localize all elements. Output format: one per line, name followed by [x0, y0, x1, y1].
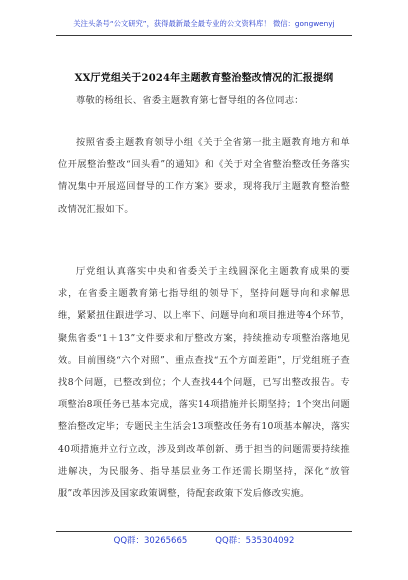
footer-qq-group-2: QQ群：535304092	[215, 536, 295, 546]
salutation: 尊敬的杨组长、省委主题教育第七督导组的各位同志：	[76, 95, 304, 106]
paragraph-2: 厅党组认真落实中央和省委关于主线圆深化主题教育成果的要求，在省委主题教育第七指导组的领导下，坚持问题导向和求解思维，紧紧扭住跟进学习、以上率下、问题导向和项目推进等4个环节，聚焦省委“1＋13”文件要求和厅整改方案，持续推动专项整治落地见效。目前围绕“六个对照”、重点查找“五个方面差距”，厅党组班子查找8个问题，已整改到位；个人查找44个问题，已写出整改报告。专项整治8项任务已基本完成，落实14项措施并长期坚持；1个突出问题整治整改定毕；专题民主生活会13项整改任务有10项基本解决，落实40项措施并立行立改，涉及到改革创新、勇于担当的问题需要持续推进解决，为民服务、指导基层业务工作还需长期坚持，深化“放管服”改革因涉及国家政策调整，待配套政策下发后修改实施。	[58, 266, 350, 500]
header-divider	[56, 35, 352, 36]
header-banner: 关注头条号“公文研究”，获得最新最全最专业的公文资料库！ 微信：gongwenyj	[73, 19, 335, 28]
footer	[0, 534, 408, 546]
document-title: XX厅党组关于2024年主题教育整治整改情况的汇报提纲	[74, 73, 334, 84]
paragraph-1: 按照省委主题教育领导小组《关于全省第一批主题教育地方和单位开展整治整改“回头看”的通知》和《关于对全省整治整改任务落实情况集中开展巡回督导的工作方案》要求，现将我厅主题教育整治整改情况汇报如下。	[58, 137, 350, 215]
footer-qq-group-1: QQ群：30265665	[113, 536, 188, 546]
footer-divider	[56, 531, 352, 532]
